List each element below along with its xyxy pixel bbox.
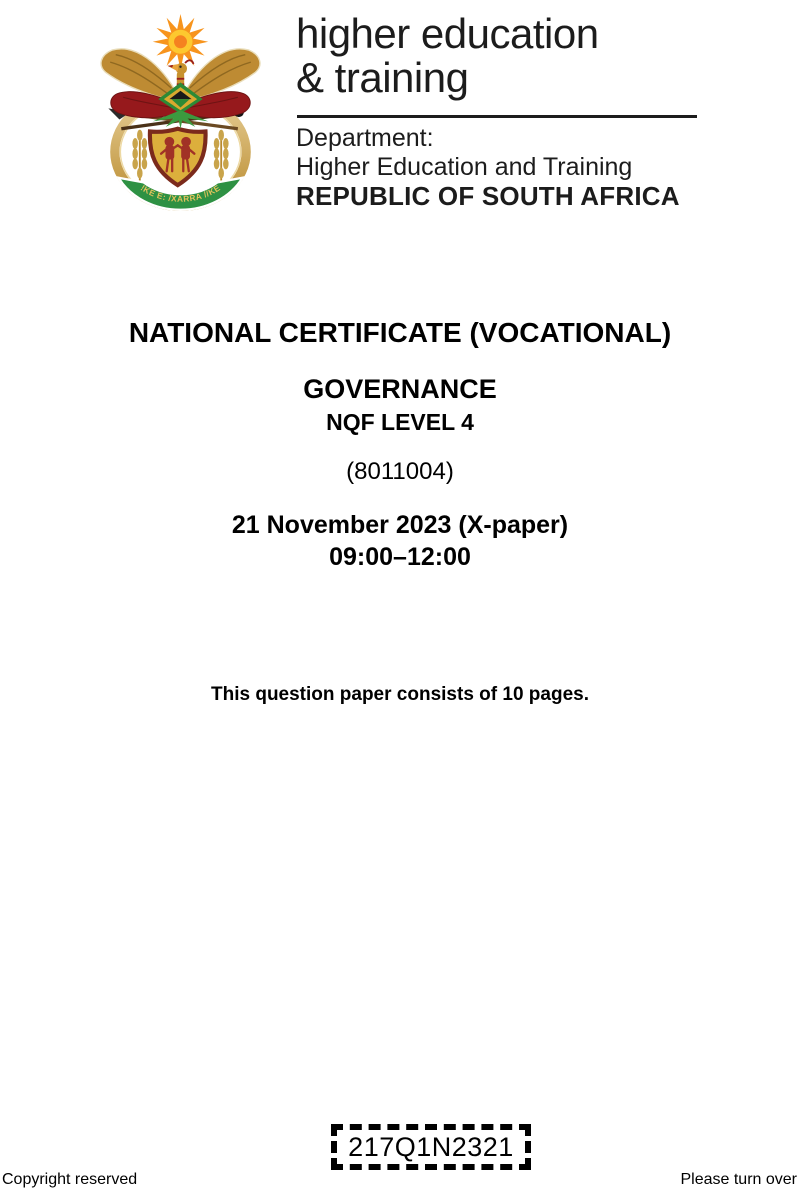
shield-icon (150, 129, 206, 185)
nqf-level: NQF LEVEL 4 (326, 409, 474, 435)
exam-date: 21 November 2023 (X-paper) (231, 511, 569, 539)
wordmark-line-2: & training (296, 54, 469, 101)
south-africa-coat-of-arms-icon (88, 6, 273, 220)
turn-over-note: Please turn over (680, 1171, 797, 1188)
department-name: Higher Education and Training (296, 153, 633, 181)
paper-code: (8011004) (346, 458, 454, 485)
header-divider (297, 115, 697, 118)
page-count-note: This question paper consists of 10 pages. (211, 684, 589, 705)
motto-text: !KE E: /XARRA //KE (138, 182, 223, 204)
subject-name: GOVERNANCE (303, 374, 497, 404)
country-name: REPUBLIC OF SOUTH AFRICA (296, 181, 680, 211)
exam-time: 09:00–12:00 (329, 543, 471, 571)
department-label: Department: (296, 124, 434, 152)
exam-number-box (331, 1124, 531, 1170)
copyright-notice: Copyright reserved (2, 1171, 138, 1188)
department-block (296, 124, 680, 211)
paper-title: NATIONAL CERTIFICATE (VOCATIONAL) (128, 317, 672, 348)
logo-wordmark (296, 12, 599, 100)
wordmark-line-1: higher education (296, 10, 599, 57)
exam-number: 217Q1N2321 (348, 1131, 514, 1162)
rising-sun-icon (153, 14, 209, 70)
